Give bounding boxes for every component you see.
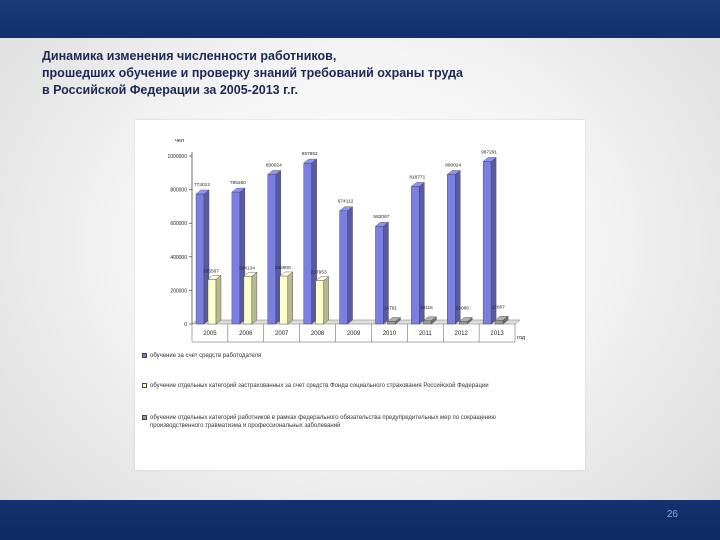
data-label-fss-2005: 265567 — [202, 269, 220, 275]
x-tick-label-2010: 2010 — [382, 331, 397, 337]
bar-employer-2011-side — [419, 182, 424, 324]
data-label-fss-2007: 285900 — [274, 265, 291, 271]
x-tick-label-2012: 2012 — [454, 331, 468, 337]
y-axis-label: чел — [175, 138, 184, 144]
bar-employer-2012-side — [455, 170, 460, 324]
y-tick-label: 600000 — [170, 221, 187, 228]
bar-employer-2006 — [232, 192, 240, 324]
x-tick-label-2005: 2005 — [203, 331, 217, 337]
bar-federal-2011 — [423, 321, 431, 324]
data-label-federal-2013: 22067 — [491, 305, 505, 311]
legend-label-federal: обучение отдельных категорий работников в рамках федерального обязательства предупредительных мер по сокращению производственного травматизма и профессиональных заболеваний — [150, 415, 496, 429]
legend-label-fss: обучение отдельных категорий застрахованных за счет средств Фонда социального страхования Российской Федерации — [150, 383, 489, 389]
bar-employer-2012 — [447, 174, 455, 324]
x-tick-label-2006: 2006 — [239, 331, 253, 337]
bar-employer-2013 — [483, 161, 491, 324]
bar-fss-2007 — [280, 276, 288, 324]
y-tick-label: 400000 — [170, 254, 187, 261]
x-tick-label-2011: 2011 — [418, 331, 432, 337]
bar-employer-2011 — [411, 186, 419, 324]
bar-fss-2008-side — [324, 277, 329, 324]
bar-fss-2005 — [208, 279, 216, 324]
data-label-federal-2012: 15086 — [455, 306, 469, 312]
x-tick-label-2013: 2013 — [490, 331, 504, 337]
data-label-employer-2011: 818771 — [409, 175, 426, 181]
title-line-2: прошедших обучение и проверку знаний требований охраны труда — [42, 66, 463, 80]
bar-employer-2010 — [375, 226, 383, 324]
bar-fss-2008 — [316, 281, 324, 324]
bar-employer-2009-side — [348, 207, 353, 324]
data-label-fss-2008: 257953 — [310, 270, 327, 276]
legend-swatch-employer — [142, 353, 147, 358]
x-axis-unit-label: год — [517, 335, 526, 341]
bottom-band — [0, 500, 720, 540]
bar-fss-2005-side — [216, 275, 221, 324]
data-label-employer-2005: 774012 — [193, 182, 211, 188]
data-label-federal-2010: 14791 — [383, 306, 398, 312]
data-label-employer-2010: 582067 — [373, 215, 390, 221]
top-band — [0, 0, 720, 38]
bar-employer-2007 — [268, 174, 276, 324]
data-label-employer-2009: 674112 — [337, 199, 354, 205]
data-label-federal-2011: 19116 — [419, 305, 433, 311]
bar-federal-2010 — [387, 322, 395, 325]
bar-employer-2013-side — [491, 157, 496, 324]
y-tick-label: 200000 — [170, 288, 187, 295]
legend-swatch-fss — [142, 383, 147, 388]
chart-panel — [135, 120, 585, 470]
data-label-employer-2006: 785260 — [229, 181, 246, 187]
data-label-employer-2007: 890024 — [265, 163, 282, 169]
bar-employer-2009 — [340, 211, 348, 324]
legend-swatch-federal — [142, 415, 147, 420]
bar-fss-2006 — [244, 276, 252, 324]
bar-employer-2005 — [196, 194, 204, 324]
bar-federal-2013 — [495, 320, 503, 324]
y-tick-label: 0 — [184, 322, 187, 328]
bar-fss-2006-side — [252, 272, 257, 324]
y-tick-label: 800000 — [170, 187, 187, 194]
legend-label-employer: обучение за счет средств работодателя — [150, 353, 262, 359]
title-line-3: в Российской Федерации за 2005-2013 г.г. — [42, 83, 298, 97]
bar-employer-2008 — [304, 163, 312, 324]
bar-federal-2012 — [459, 321, 467, 324]
y-tick-label: 1000000 — [167, 154, 187, 160]
bar-fss-2007-side — [288, 272, 293, 324]
data-label-fss-2006: 284134 — [238, 266, 255, 272]
data-label-employer-2008: 957852 — [301, 152, 318, 158]
x-tick-label-2007: 2007 — [275, 331, 289, 337]
data-label-employer-2013: 967291 — [481, 150, 498, 156]
x-tick-label-2009: 2009 — [346, 331, 361, 337]
bar-chart — [135, 120, 585, 350]
slide-title — [42, 48, 642, 99]
title-line-1: Динамика изменения численности работников, — [42, 49, 337, 63]
data-label-employer-2012: 890024 — [445, 163, 462, 169]
page-number: 26 — [666, 509, 678, 520]
x-tick-label-2008: 2008 — [310, 331, 325, 337]
